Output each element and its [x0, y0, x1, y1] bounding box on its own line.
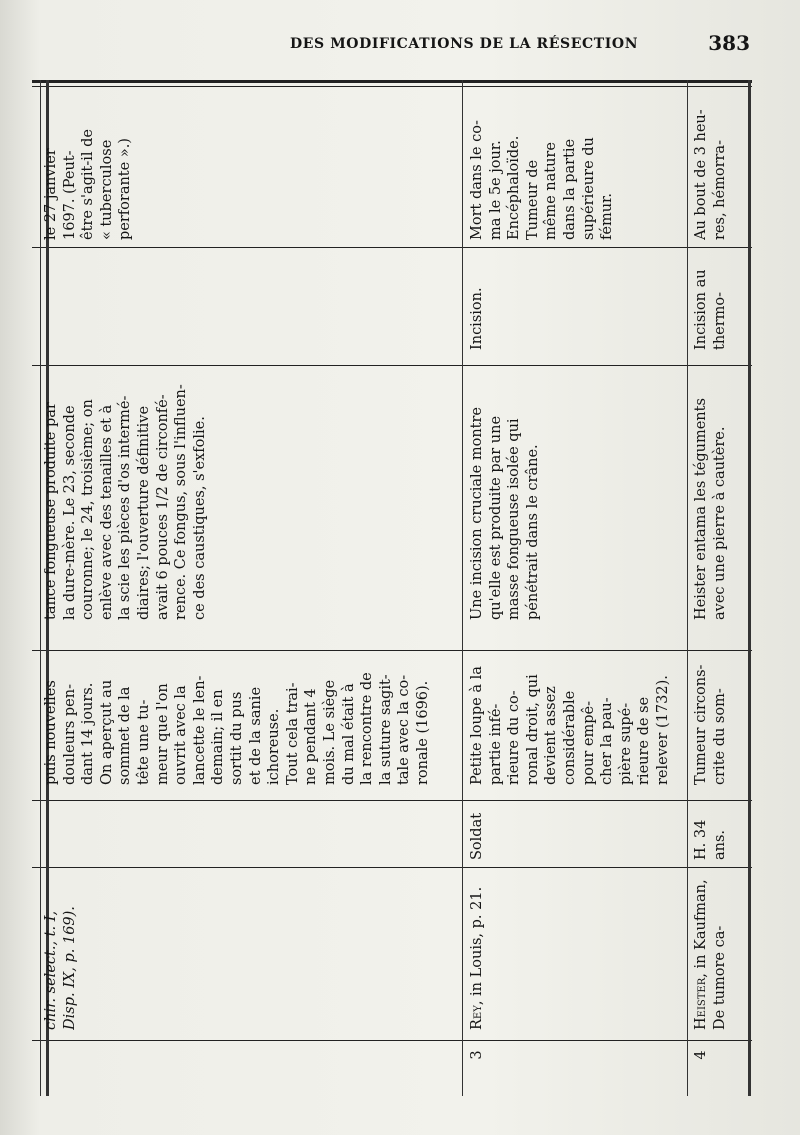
patient-cell: Soldat [469, 812, 485, 860]
tumor-cell: Tumeur circons- crite du som- [693, 664, 728, 785]
table-top-rule [32, 80, 752, 83]
case-number: 3 [469, 1050, 485, 1060]
source-cell: chir. select., t. I, Disp. IX, p. 169). [43, 906, 78, 1030]
tumor-cell: puis nouvelles douleurs pen- dant 14 jours. On aperçut au sommet de la tête une tu- meur que l'on ouvrit avec la lancette le len- demain; il en sortit du pus et de la sanie ichoreuse. Tout cela trai- ne pendant 4 mois. Le siège du mal était à la rencontre de la suture sagit- tale avec la co- ronale (1696). [43, 672, 431, 785]
operation-cell: Une incision cruciale montre qu'elle est produite par une masse fongueuse isolée qui pénétrait dans le crâne. [469, 406, 541, 620]
author-name: Heister, [693, 973, 709, 1030]
treatment-cell: Incision. [469, 287, 485, 350]
operation-cell: tance fongueuse produite par la dure-mère. Le 23, seconde couronne; le 24, troisième; on enlève avec des tenailles et à la scie les pièces d'os intermé- diaires; l'ouverture définitive avait 6 pouces 1/2 de circonfé- rence. Ce fongus, sous l'influen- ce des caustiques, s'exfolie. [43, 384, 208, 620]
outcome-cell: le 27 janvier 1697. (Peut- être s'agit-il de « tuberculose perforante ».) [43, 129, 134, 240]
source-cell [468, 875, 487, 1030]
running-head: DES MODIFICATIONS DE LA RÉSECTION [290, 36, 639, 52]
treatment-cell: Incision au thermo- [693, 269, 728, 350]
page-number: 383 [708, 31, 750, 55]
case-number: 4 [693, 1050, 709, 1060]
source-text: in Louis, p. 21. [469, 886, 485, 996]
author-name: Rey, [469, 1000, 485, 1030]
patient-cell: H. 34 ans. [693, 819, 728, 860]
operation-cell: Heister entama les téguments avec une pierre à cautère. [693, 398, 728, 620]
source-cell [692, 875, 729, 1030]
rotated-table [40, 90, 745, 1090]
outcome-cell: Au bout de 3 heu- res, hémorra- [693, 109, 728, 240]
tumor-cell: Petite loupe à la partie infé- rieure du co- ronal droit, qui devient assez considérable pour empê- cher la pau- pière supé- rieure de se relever (1732). [469, 666, 671, 785]
table-top-rule-thin [32, 86, 752, 87]
source-text: in Kaufman, De tumore ca- [693, 879, 728, 1030]
table-right-rule [748, 80, 751, 1096]
outcome-cell: Mort dans le co- ma le 5e jour. Encéphaloïde. Tumeur de même nature dans la partie supérieure du fémur. [469, 120, 616, 240]
